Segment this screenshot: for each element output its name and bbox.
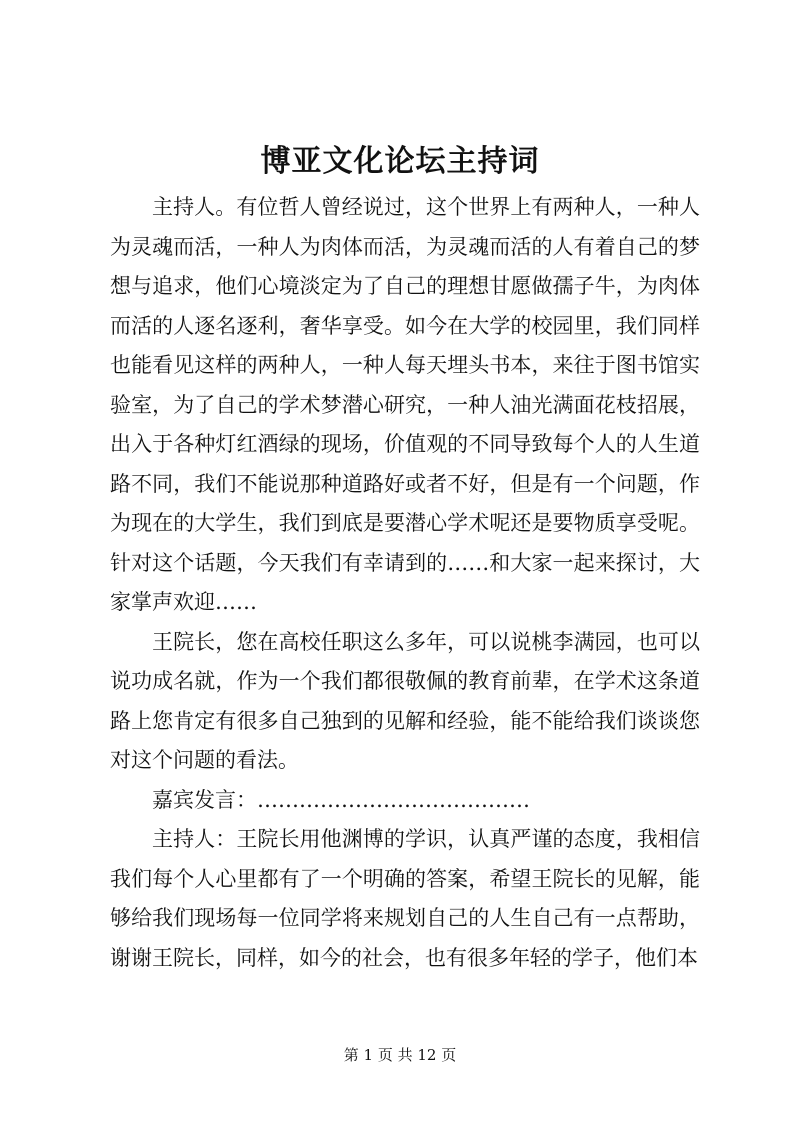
paragraph-question-to-dean: 王院长，您在高校任职这么多年，可以说桃李满园，也可以说功成名就，作为一个我们都很敬佩的教育前辈，在学术这条道路上您肯定有很多自己独到的见解和经验，能不能给我们谈谈您对这个问题的看法。 bbox=[110, 629, 700, 772]
paragraph-host-intro: 主持人。有位哲人曾经说过，这个世界上有两种人，一种人为灵魂而活，一种人为肉体而活，为灵魂而活的人有着自己的梦想与追求，他们心境淡定为了自己的理想甘愿做孺子牛，为肉体而活的人逐名逐利，奢华享受。如今在大学的校园里，我们同样也能看见这样的两种人，一种人每天埋头书本，来往于图书馆实验室，为了自己的学术梦潜心研究，一种人油光满面花枝招展，出入于各种灯红酒绿的现场，价值观的不同导致每个人的人生道路不同，我们不能说那种道路好或者不好，但是有一个问题，作为现在的大学生，我们到底是要潜心学术呢还是要物质享受呢。针对这个话题，今天我们有幸请到的……和大家一起来探讨，大家掌声欢迎…… bbox=[110, 195, 700, 614]
document-title: 博亚文化论坛主持词 bbox=[260, 144, 540, 179]
document-body bbox=[110, 188, 700, 978]
page-number-footer: 第 1 页 共 12 页 bbox=[343, 1046, 457, 1064]
paragraph-host-followup: 主持人：王院长用他渊博的学识，认真严谨的态度，我相信我们每个人心里都有了一个明确的答案，希望王院长的见解，能够给我们现场每一位同学将来规划自己的人生自己有一点帮助，谢谢王院长，同样，如今的社会，也有很多年轻的学子，他们本 bbox=[110, 827, 700, 970]
paragraph-guest-speech: 嘉宾发言：………………………………… bbox=[152, 787, 530, 812]
